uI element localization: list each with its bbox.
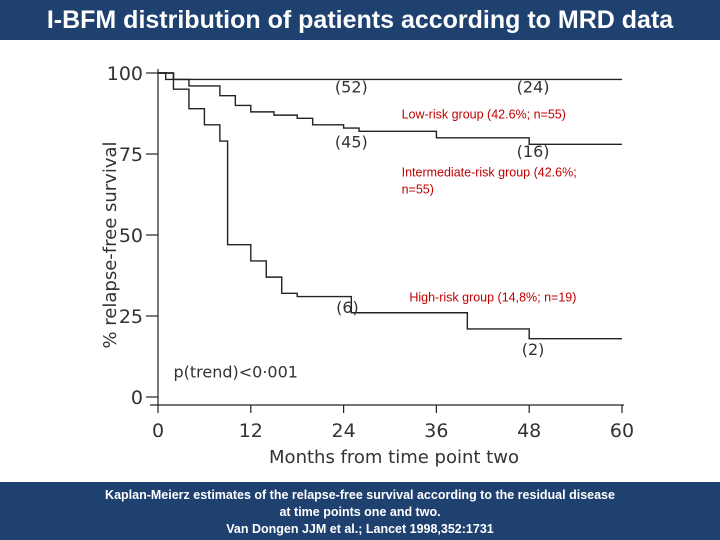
number-at-risk-label: (52) xyxy=(334,77,368,97)
group-label: High-risk group (14,8%; n=19) xyxy=(409,290,577,305)
y-axis-title: % relapse-free survival xyxy=(100,141,121,349)
number-at-risk-label: (6) xyxy=(336,297,359,317)
number-at-risk-label: (2) xyxy=(521,339,545,359)
group-label: n=55) xyxy=(401,182,434,197)
x-tick-label: 36 xyxy=(424,420,449,442)
y-tick-label: 0 xyxy=(130,387,143,409)
chart-axes xyxy=(100,63,634,468)
slide-title: I-BFM distribution of patients according to MRD data xyxy=(46,6,674,34)
p-value-label: p(trend)<0·001 xyxy=(173,362,298,382)
citation: Van Dongen JJM et al.; Lancet 1998,352:1731 xyxy=(226,522,494,536)
caption-line-2: at time points one and two. xyxy=(279,505,441,519)
x-tick-label: 48 xyxy=(517,420,542,442)
y-tick-label: 25 xyxy=(118,306,143,328)
y-tick-label: 75 xyxy=(118,144,143,166)
survival-chart xyxy=(0,40,720,480)
x-tick-label: 24 xyxy=(331,420,356,442)
survival-curve-1 xyxy=(158,73,622,79)
x-tick-label: 0 xyxy=(151,420,165,442)
caption-line-1: Kaplan-Meierz estimates of the relapse-free survival according to the residual disease xyxy=(105,488,615,502)
x-axis-title: Months from time point two xyxy=(269,447,519,468)
x-tick-label: 60 xyxy=(609,420,635,442)
y-tick-label: 100 xyxy=(106,63,143,85)
number-at-risk-label: (45) xyxy=(334,132,368,152)
group-label: Low-risk group (42.6%; n=55) xyxy=(401,107,566,122)
number-at-risk-label: (24) xyxy=(516,77,550,97)
chart-annotations xyxy=(173,77,576,381)
x-tick-label: 12 xyxy=(238,420,263,442)
y-tick-label: 50 xyxy=(118,225,143,247)
group-label: Intermediate-risk group (42.6%; xyxy=(401,165,577,180)
number-at-risk-label: (16) xyxy=(516,142,550,162)
